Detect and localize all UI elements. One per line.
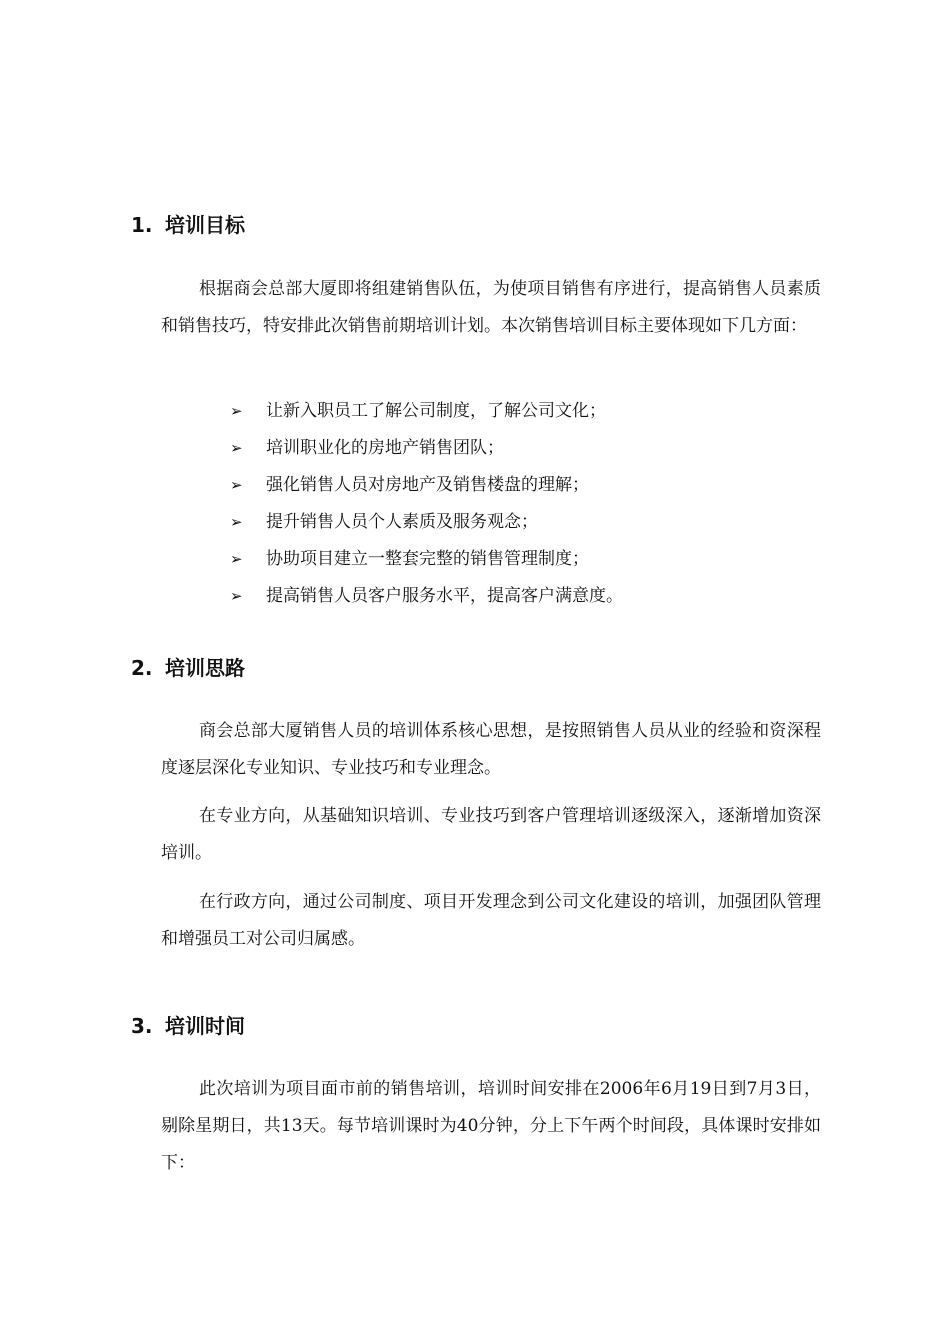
section-3-paragraph-1: 此次培训为项目面市前的销售培训，培训时间安排在2006年6月19日到7月3日，剔除星期日，共13天。每节培训课时为40分钟，分上下午两个时间段，具体课时安排如下： bbox=[161, 1079, 821, 1173]
bullet-item bbox=[230, 578, 623, 615]
section-3-number: 3. bbox=[131, 1014, 153, 1038]
bullet-text: 协助项目建立一整套完整的销售管理制度； bbox=[266, 549, 589, 569]
bullet-item bbox=[230, 467, 623, 504]
section-2-paragraph-2: 在专业方向，从基础知识培训、专业技巧到客户管理培训逐级深入，逐渐增加资深培训。 bbox=[161, 806, 821, 863]
section-3-heading bbox=[131, 1012, 245, 1040]
section-3-title: 培训时间 bbox=[165, 1014, 245, 1038]
arrow-bullet-icon: ➢ bbox=[230, 587, 243, 605]
bullet-text: 提升销售人员个人素质及服务观念； bbox=[266, 512, 538, 532]
arrow-bullet-icon: ➢ bbox=[230, 402, 243, 420]
section-2-paragraph-1: 商会总部大厦销售人员的培训体系核心思想，是按照销售人员从业的经验和资深程度逐层深化专业知识、专业技巧和专业理念。 bbox=[161, 721, 821, 778]
bullet-item bbox=[230, 504, 623, 541]
arrow-bullet-icon: ➢ bbox=[230, 550, 243, 568]
section-1-bullet-list bbox=[230, 393, 623, 615]
bullet-text: 提高销售人员客户服务水平，提高客户满意度。 bbox=[266, 586, 623, 606]
arrow-bullet-icon: ➢ bbox=[230, 439, 243, 457]
bullet-text: 强化销售人员对房地产及销售楼盘的理解； bbox=[266, 475, 589, 495]
bullet-text: 培训职业化的房地产销售团队； bbox=[266, 438, 504, 458]
bullet-text: 让新入职员工了解公司制度，了解公司文化； bbox=[266, 401, 606, 421]
arrow-bullet-icon: ➢ bbox=[230, 513, 243, 531]
section-1-number: 1. bbox=[131, 213, 153, 237]
section-2-paragraph-3: 在行政方向，通过公司制度、项目开发理念到公司文化建设的培训，加强团队管理和增强员工对公司归属感。 bbox=[161, 892, 821, 949]
section-2-number: 2. bbox=[131, 656, 153, 680]
section-2-heading bbox=[131, 654, 245, 682]
section-1-title: 培训目标 bbox=[165, 213, 245, 237]
arrow-bullet-icon: ➢ bbox=[230, 476, 243, 494]
section-1-paragraph-1: 根据商会总部大厦即将组建销售队伍，为使项目销售有序进行，提高销售人员素质和销售技巧，特安排此次销售前期培训计划。本次销售培训目标主要体现如下几方面： bbox=[161, 279, 821, 336]
section-1-heading bbox=[131, 211, 245, 239]
bullet-item bbox=[230, 541, 623, 578]
section-2-title: 培训思路 bbox=[165, 656, 245, 680]
bullet-item bbox=[230, 393, 623, 430]
bullet-item bbox=[230, 430, 623, 467]
